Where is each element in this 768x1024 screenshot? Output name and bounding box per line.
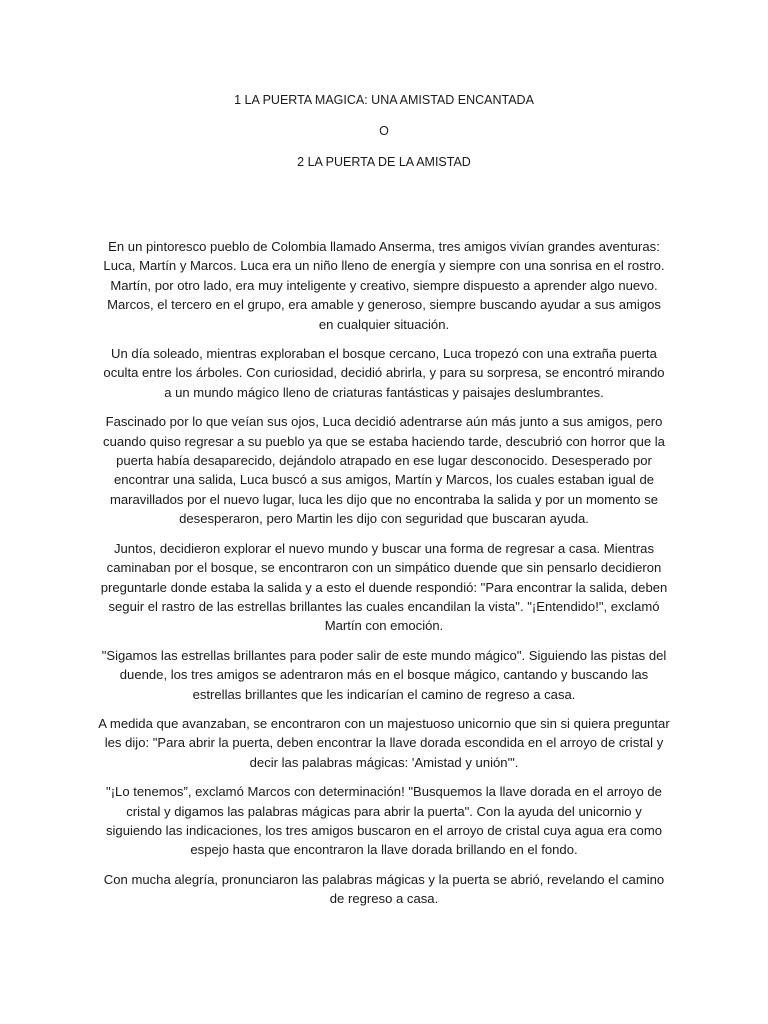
title-block (0, 92, 768, 185)
paragraph-3: Fascinado por lo que veían sus ojos, Luca decidió adentrarse aún más junto a sus amigos, pero cuando quiso regresar a su pueblo ya que se estaba haciendo tarde, descubrió con horror que la puerta había desaparecido, dejándolo atrapado en ese lugar desconocido. Desesperado por encontrar una salida, Luca buscó a sus amigos, Martín y Marcos, los cuales estaban igual de maravillados por el nuevo lugar, luca les dijo que no encontraba la salida y por un momento se desesperaron, pero Martin les dijo con seguridad que buscaran ayuda. (103, 414, 665, 527)
paragraph-5: "Sigamos las estrellas brillantes para poder salir de este mundo mágico". Siguiendo las pistas del duende, los tres amigos se adentraron más en el bosque mágico, cantando y buscando las estrellas brillantes que les indicarían el camino de regreso a casa. (101, 647, 667, 702)
paragraph-1: En un pintoresco pueblo de Colombia llamado Anserma, tres amigos vivían grandes aventuras: Luca, Martín y Marcos. Luca era un niño lleno de energía y siempre con una sonrisa en el rostro. Martín, por otro lado, era muy inteligente y creativo, siempre dispuesto a aprender algo nuevo. Marcos, el tercero en el grupo, era amable y generoso, siempre buscando ayudar a sus amigos en cualquier situación. (103, 239, 665, 332)
document-title-1: 1 LA PUERTA MAGICA: UNA AMISTAD ENCANTADA (234, 93, 534, 107)
story-body (98, 237, 670, 919)
title-separator: O (379, 124, 389, 138)
paragraph-4: Juntos, decidieron explorar el nuevo mundo y buscar una forma de regresar a casa. Mientras caminaban por el bosque, se encontraron con un simpático duende que sin pensarlo decidieron preguntarle donde estaba la salida y a esto el duende respondió: "Para encontrar la salida, deben seguir el rastro de las estrellas brillantes las cuales encandilan la vista". "¡Entendido!", exclamó Martín con emoción. (100, 540, 668, 634)
paragraph-7: "¡Lo tenemos”, exclamó Marcos con determinación! "Busquemos la llave dorada en el arroyo de cristal y digamos las palabras mágicas para abrir la puerta". Con la ayuda del unicornio y siguiendo las indicaciones, los tres amigos buscaron en el arroyo de cristal cuya agua era como espejo hasta que encontraron la llave dorada brillando en el fondo. (105, 784, 663, 858)
paragraph-8: Con mucha alegría, pronunciaron las palabras mágicas y la puerta se abrió, revelando el camino de regreso a casa. (103, 871, 665, 907)
paragraph-6: A medida que avanzaban, se encontraron con un majestuoso unicornio que sin si quiera preguntar les dijo: "Para abrir la puerta, deben encontrar la llave dorada escondida en el arroyo de cristal y decir las palabras mágicas: 'Amistad y unión'". (98, 715, 670, 770)
document-title-2: 2 LA PUERTA DE LA AMISTAD (297, 155, 471, 169)
paragraph-2: Un día soleado, mientras exploraban el bosque cercano, Luca tropezó con una extraña puerta oculta entre los árboles. Con curiosidad, decidió abrirla, y para su sorpresa, se encontró mirando a un mundo mágico lleno de criaturas fantásticas y paisajes deslumbrantes. (103, 346, 665, 400)
